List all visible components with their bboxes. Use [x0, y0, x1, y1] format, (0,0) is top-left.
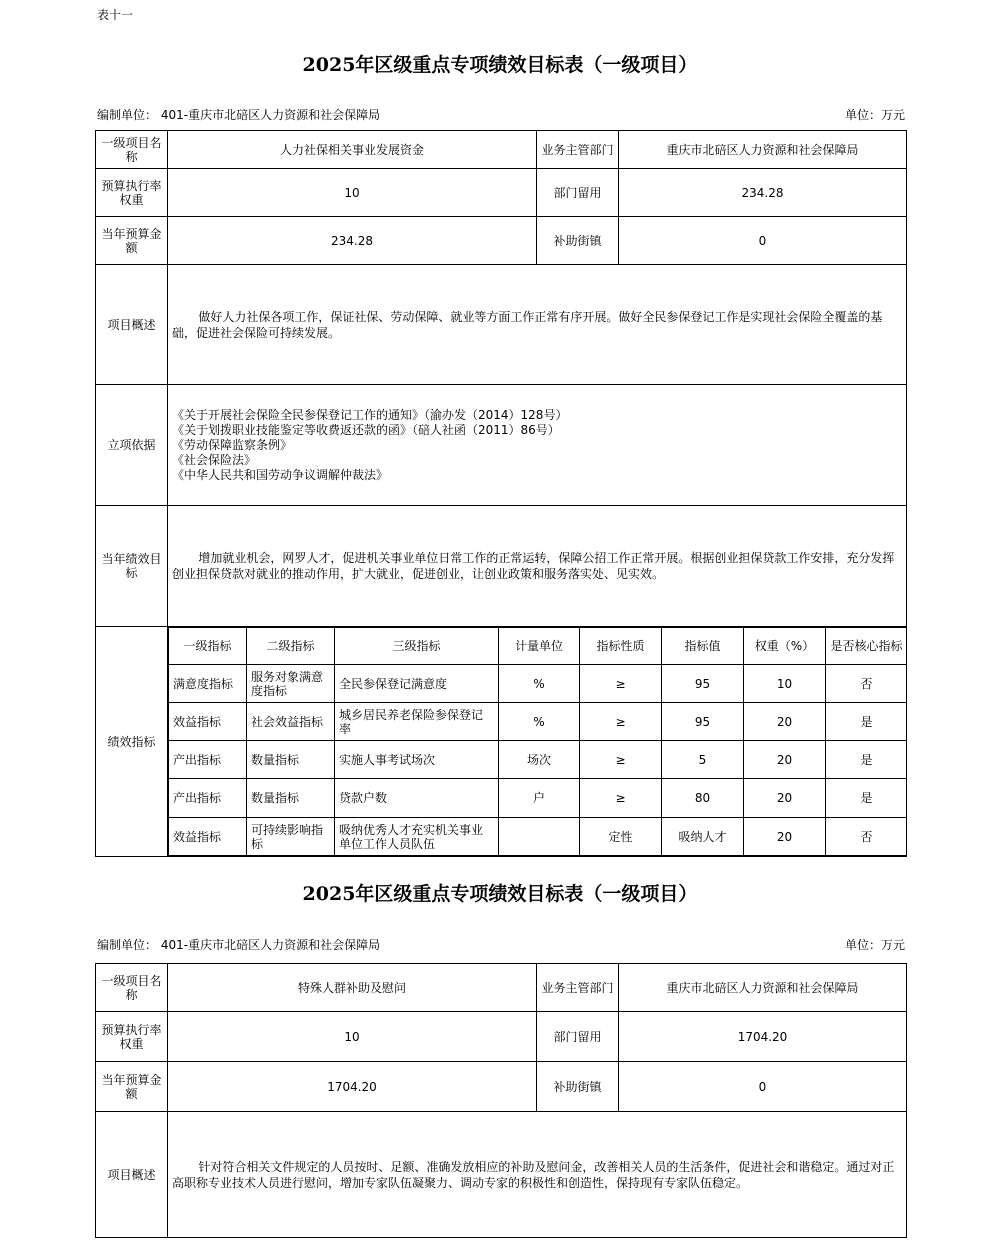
level1-cell: 效益指标	[169, 703, 247, 741]
level3-cell: 吸纳优秀人才充实机关事业单位工作人员队伍	[335, 818, 499, 856]
table-title: 2025年区级重点专项绩效目标表（一级项目）	[302, 883, 698, 905]
performance-table-1	[95, 130, 907, 857]
indicator-cell	[168, 627, 907, 857]
weight-cell: 20	[744, 779, 826, 818]
overview-text: 做好人力社保各项工作，保证社保、劳动保障、就业等方面工作正常有序开展。做好全民参保登记工作是实现社会保险全覆盖的基础，促进社会保险可持续发展。	[172, 309, 883, 340]
level2-cell: 可持续影响指标	[247, 818, 335, 856]
table-number-label: 表十一	[97, 8, 134, 22]
performance-table-2	[95, 963, 907, 1238]
goal-cell	[168, 506, 907, 627]
level2-cell: 数量指标	[247, 741, 335, 779]
indicator-table	[168, 627, 907, 856]
exec-weight-label: 预算执行率权重	[96, 169, 168, 217]
prepared-by: 401-重庆市北碚区人力资源和社会保障局	[160, 938, 381, 952]
dept-label: 业务主管部门	[537, 131, 619, 169]
unit-cell: %	[499, 703, 580, 741]
level3-cell: 城乡居民养老保险参保登记率	[335, 703, 499, 741]
budget: 234.28	[168, 217, 537, 265]
basis-item: 《劳动保障监察条例》	[172, 437, 293, 452]
project-name-label: 一级项目名称	[96, 964, 168, 1012]
header-cell: 一级指标	[169, 628, 247, 665]
table-row	[169, 665, 907, 703]
basis-item: 《关于开展社会保险全民参保登记工作的通知》（渝办发（2014）128号）	[172, 407, 568, 422]
indicator-header-row	[169, 628, 907, 665]
level1-cell: 产出指标	[169, 741, 247, 779]
unit-cell: %	[499, 665, 580, 703]
basis-label: 立项依据	[96, 385, 168, 506]
nature-cell: ≥	[580, 703, 662, 741]
core-cell: 是	[826, 703, 907, 741]
level2-cell: 数量指标	[247, 779, 335, 818]
table-row	[169, 818, 907, 856]
goal-label: 当年绩效目标	[96, 506, 168, 627]
dept-retain-label: 部门留用	[537, 1012, 619, 1062]
table-title: 2025年区级重点专项绩效目标表（一级项目）	[302, 54, 698, 76]
unit-label: 单位：万元	[844, 938, 905, 952]
weight-cell: 10	[744, 665, 826, 703]
header-cell: 指标值	[662, 628, 744, 665]
unit-label: 单位：万元	[844, 108, 905, 122]
unit-cell	[499, 818, 580, 856]
value-cell: 5	[662, 741, 744, 779]
core-cell: 否	[826, 818, 907, 856]
weight-cell: 20	[744, 741, 826, 779]
weight-cell: 20	[744, 703, 826, 741]
subsidy: 0	[619, 217, 907, 265]
table-row	[169, 779, 907, 818]
level2-cell: 社会效益指标	[247, 703, 335, 741]
nature-cell: ≥	[580, 665, 662, 703]
overview-cell	[168, 1112, 907, 1238]
value-cell: 吸纳人才	[662, 818, 744, 856]
nature-cell: ≥	[580, 779, 662, 818]
core-cell: 是	[826, 741, 907, 779]
exec-weight: 10	[168, 1012, 537, 1062]
overview-cell	[168, 265, 907, 385]
nature-cell: 定性	[580, 818, 662, 856]
table-row	[169, 703, 907, 741]
overview-label: 项目概述	[96, 265, 168, 385]
budget-label: 当年预算金额	[96, 217, 168, 265]
level3-cell: 全民参保登记满意度	[335, 665, 499, 703]
level2-cell: 服务对象满意度指标	[247, 665, 335, 703]
basis-item: 《关于划拨职业技能鉴定等收费返还款的函》（碚人社函（2011）86号）	[172, 422, 560, 437]
dept-retain-label: 部门留用	[537, 169, 619, 217]
level1-cell: 效益指标	[169, 818, 247, 856]
level1-cell: 产出指标	[169, 779, 247, 818]
exec-weight-label: 预算执行率权重	[96, 1012, 168, 1062]
meta-line	[97, 936, 905, 953]
exec-weight: 10	[168, 169, 537, 217]
header-cell: 三级指标	[335, 628, 499, 665]
table-row	[169, 741, 907, 779]
overview-text: 针对符合相关文件规定的人员按时、足额、准确发放相应的补助及慰问金，改善相关人员的生活条件，促进社会和谐稳定。通过对正高职称专业技术人员进行慰问，增加专家队伍凝聚力、调动专家的积极性和创造性，保持现有专家队伍稳定。	[172, 1159, 895, 1190]
basis-item: 《中华人民共和国劳动争议调解仲裁法》	[172, 467, 389, 482]
basis-cell	[168, 385, 907, 506]
overview-label: 项目概述	[96, 1112, 168, 1238]
budget: 1704.20	[168, 1062, 537, 1112]
project-name: 人力社保相关事业发展资金	[168, 131, 537, 169]
value-cell: 95	[662, 665, 744, 703]
core-cell: 是	[826, 779, 907, 818]
header-cell: 指标性质	[580, 628, 662, 665]
project-name-label: 一级项目名称	[96, 131, 168, 169]
subsidy: 0	[619, 1062, 907, 1112]
dept-name: 重庆市北碚区人力资源和社会保障局	[619, 964, 907, 1012]
header-cell: 二级指标	[247, 628, 335, 665]
weight-cell: 20	[744, 818, 826, 856]
header-cell: 是否核心指标	[826, 628, 907, 665]
core-cell: 否	[826, 665, 907, 703]
value-cell: 80	[662, 779, 744, 818]
level3-cell: 实施人事考试场次	[335, 741, 499, 779]
nature-cell: ≥	[580, 741, 662, 779]
perf-label: 绩效指标	[96, 627, 168, 857]
basis-item: 《社会保险法》	[172, 452, 257, 467]
budget-label: 当年预算金额	[96, 1062, 168, 1112]
goal-text: 增加就业机会，网罗人才，促进机关事业单位日常工作的正常运转，保障公招工作正常开展。根据创业担保贷款工作安排，充分发挥创业担保贷款对就业的推动作用，扩大就业，促进创业，让创业政策和服务落实处、见实效。	[172, 551, 895, 581]
subsidy-label: 补助街镇	[537, 1062, 619, 1112]
level1-cell: 满意度指标	[169, 665, 247, 703]
header-cell: 权重（%）	[744, 628, 826, 665]
unit-cell: 户	[499, 779, 580, 818]
header-cell: 计量单位	[499, 628, 580, 665]
meta-line	[97, 106, 905, 123]
dept-label: 业务主管部门	[537, 964, 619, 1012]
subsidy-label: 补助街镇	[537, 217, 619, 265]
dept-name: 重庆市北碚区人力资源和社会保障局	[619, 131, 907, 169]
project-name: 特殊人群补助及慰问	[168, 964, 537, 1012]
dept-retain: 234.28	[619, 169, 907, 217]
prepared-by-label: 编制单位：	[97, 108, 158, 122]
unit-cell: 场次	[499, 741, 580, 779]
prepared-by-label: 编制单位：	[97, 938, 158, 952]
value-cell: 95	[662, 703, 744, 741]
dept-retain: 1704.20	[619, 1012, 907, 1062]
level3-cell: 贷款户数	[335, 779, 499, 818]
prepared-by: 401-重庆市北碚区人力资源和社会保障局	[160, 108, 381, 122]
